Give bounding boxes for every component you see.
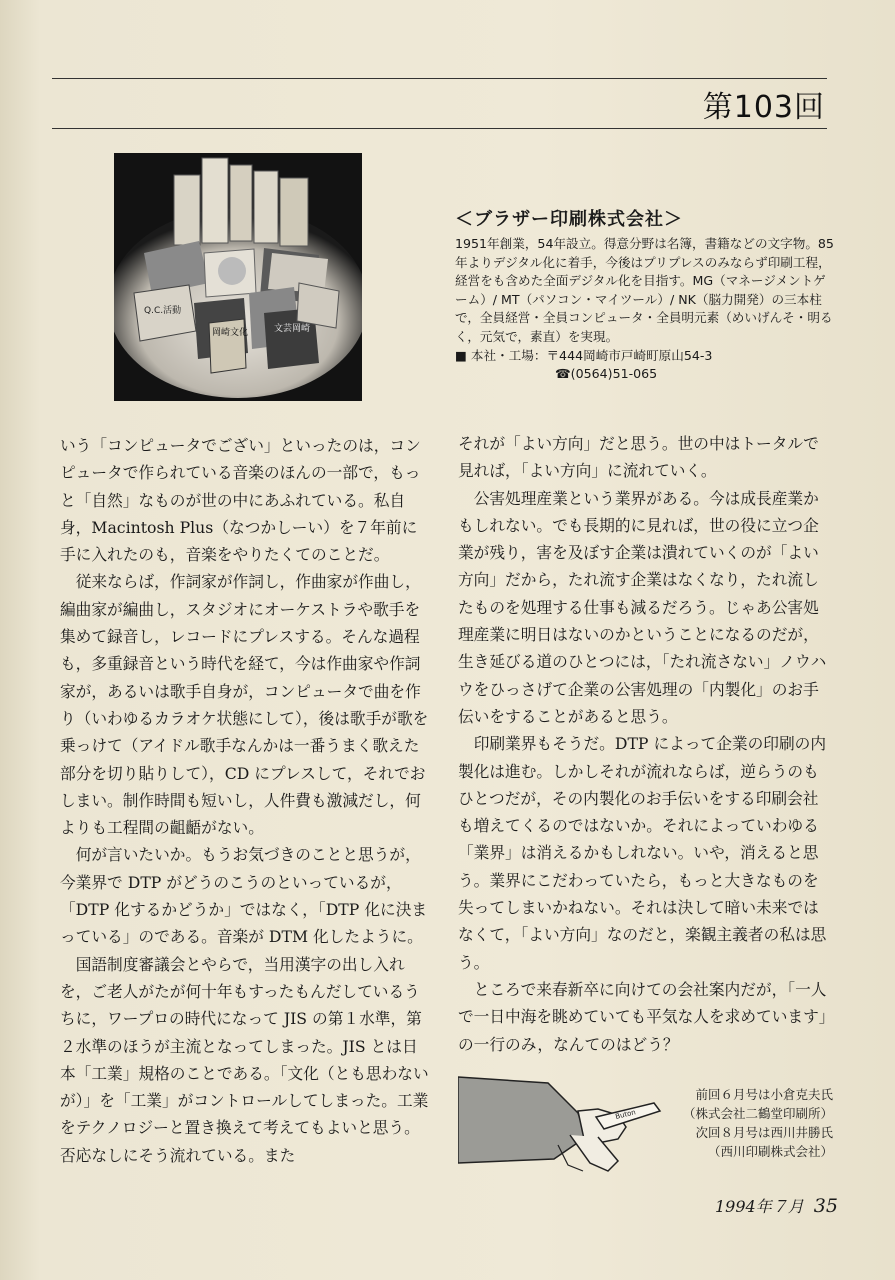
baton-handoff-illustration — [458, 1075, 674, 1175]
page-number: 35 — [813, 1195, 838, 1217]
company-address: ■ 本社・工場：〒444岡崎市戸崎町原山54-3 — [455, 348, 713, 363]
paragraph: ところで来春新卒に向けての会社案内だが，「一人で一日中海を眺めていても平気な人を求めています」の一行のみ，なんてのはどう？ — [458, 979, 827, 1054]
next-issue-credit: 次回８月号は西川井勝氏 — [695, 1125, 833, 1140]
company-name: ＜ブラザー印刷株式会社＞ — [455, 209, 683, 230]
company-description: 1951年創業，54年設立。得意分野は名簿，書籍などの文字物。85年よりデジタル化に着手，今後はプリプレスのみならず印刷工程，経営をも含めた全面デジタル化を目指す。MG（マネージメントゲーム）/ MT（パソコン・マイツール）/ NK（脳力開発）の三本柱で，全員経営・全員コンピュータ・全員明元素（めいげんそ・明るく，元気で，素直）を実現。 — [455, 236, 834, 344]
issue-number: 第103回 — [702, 90, 825, 125]
article-column-left — [60, 432, 430, 1169]
paragraph: 従来ならば，作詞家が作詞し，作曲家が作曲し，編曲家が編曲し，スタジオにオーケストラや歌手を集めて録音し，レコードにプレスする。そんな過程も，多重録音という時代を経て，今は作曲家や作詞家が，あるいは歌手自身が，コンピュータで曲を作り（いわゆるカラオケ状態にして），後は歌手が歌を乗っけて（アイドル歌手なんかは一番うまく歌えた部分を切り貼りして），CD にプレスして，それでおしまい。制作時間も短いし，人件費も激減だし，何よりも工程間の齟齬がない。 — [60, 572, 429, 838]
company-profile — [455, 205, 835, 383]
previous-issue-credit: 前回６月号は小倉克夫氏 — [695, 1087, 833, 1102]
paragraph: 何が言いたいか。もうお気づきのことと思うが，今業界で DTP がどうのこうのといっているが，「DTP 化するかどうか」ではなく，「DTP 化に決まっている」のである。音楽が DTM 化したように。 — [60, 845, 428, 947]
paragraph: 国語制度審議会とやらで，当用漢字の出し入れを，ご老人がたが何十年もすったもんだしているうちに，ワープロの時代になって JIS の第１水準，第２水準のほうが主流となってしまった。JIS とは日本「工業」規格のことである。「文化（とも思わないが）」を「工業」がコントロールしてしまった。工業をテクノロジーと置き換えて考えてもよいと思う。否応なしにそう流れている。また — [60, 954, 429, 1165]
next-issue-company: （西川印刷株式会社） — [707, 1144, 833, 1159]
products-photo-illustration — [114, 153, 362, 401]
company-products-photo — [114, 153, 362, 401]
page-footer — [715, 1194, 838, 1217]
book-label-okazaki-bunka: 岡崎文化 — [212, 328, 249, 338]
paragraph: それが「よい方向」だと思う。世の中はトータルで見れば，「よい方向」に流れていく。 — [458, 434, 819, 481]
paragraph: 公害処理産業という業界がある。今は成長産業かもしれない。でも長期的に見れば，世の役に立つ企業が残り，害を及ぼす企業は潰れていくのが「よい方向」だから，たれ流す企業はなくなり，たれ流したものを処理する仕事も減るだろう。じゃあ公害処理産業に明日はないのかということになるのだが，生き延びる道のひとつには，「たれ流さない」ノウハウをひっさげて企業の公害処理の「内製化」のお手伝いをすることがあると思う。 — [458, 488, 827, 726]
header-rule-top — [52, 78, 827, 79]
header-rule-bottom — [52, 128, 827, 129]
issue-date: 1994年７月 — [715, 1197, 804, 1216]
company-phone: ☎(0564)51-065 — [555, 366, 658, 381]
paragraph: 印刷業界もそうだ。DTP によって企業の印刷の内製化は進む。しかしそれが流れならば，逆らうのもひとつだが，その内製化のお手伝いをする印刷会社も増えてくるのではないか。それによっていわゆる「業界」は消えるかもしれない。いや，消えると思う。業界にこだわっていたら，もっと大きなものを失ってしまいかねない。それは決して暗い未来ではなくて，「よい方向」なのだと，楽観主義者の私は思う。 — [458, 734, 827, 972]
baton-label: Buton — [614, 1108, 637, 1121]
article-column-right — [458, 430, 830, 1058]
paragraph: いう「コンピュータでござい」といったのは，コンピュータで作られている音楽のほんの一部で，もっと「自然」なものが世の中にあふれている。私自身，Macintosh Plus（なつかしーい）を７年前に手に入れたのも，音楽をやりたくてのことだ。 — [60, 436, 421, 565]
relay-credits — [650, 1085, 833, 1161]
hand-with-baton-icon — [458, 1075, 674, 1175]
book-label-bungei-okazaki: 文芸岡崎 — [274, 324, 311, 334]
previous-issue-company: （株式会社二鶴堂印刷所） — [682, 1106, 833, 1121]
book-label-qc: Q.C.活動 — [144, 306, 182, 316]
